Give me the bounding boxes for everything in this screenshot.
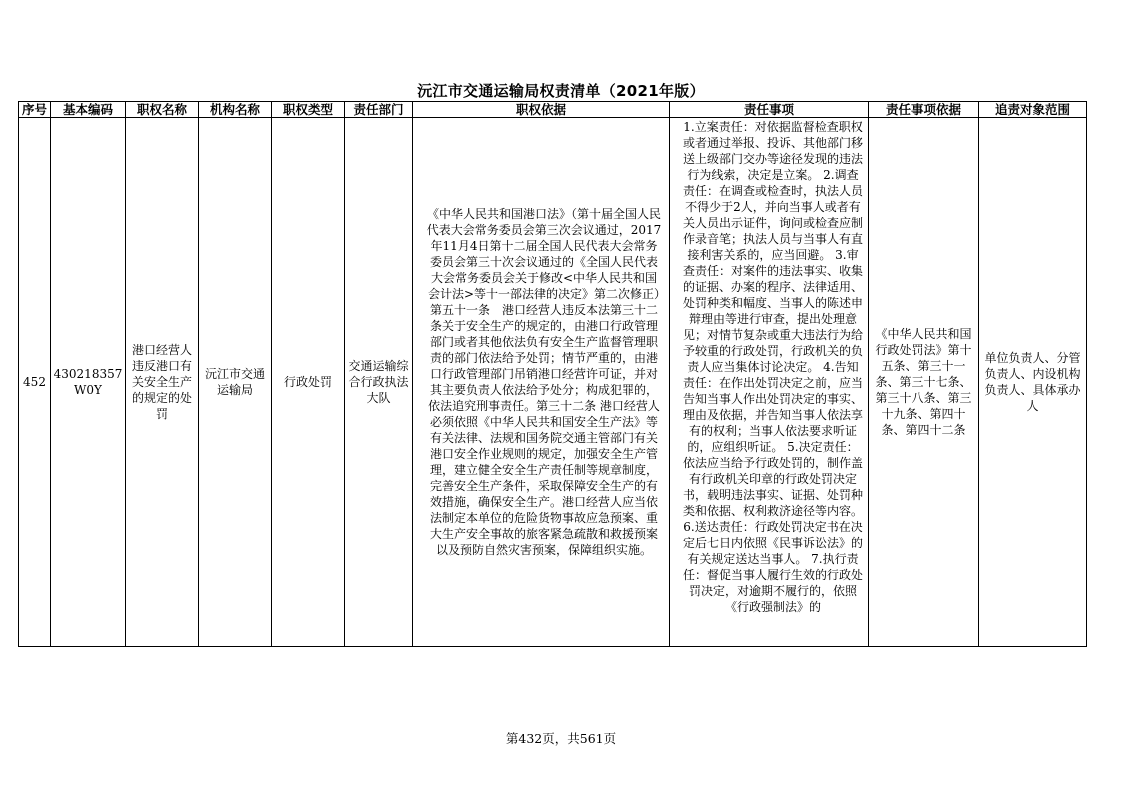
cell-agency <box>199 118 272 647</box>
cell-power-type <box>272 118 345 647</box>
accountability-text: 单位负责人、分管负责人、内设机构负责人、具体承办人 <box>984 351 1081 413</box>
power-list-table <box>18 101 1087 647</box>
cell-code <box>51 118 126 647</box>
header-duties: 责任事项 <box>670 102 869 118</box>
basis-text: 《中华人民共和国港口法》（第十届全国人民代表大会常务委员会第三次会议通过，2017年11月4日第十二届全国人民代表大会常务委员会第三十次会议通过的《全国人民代表大会常务委员会关于修改<中华人民共和国会计法>等十一部法律的决定》第二次修正）第五十一条 港口经营人违反本法第三十二条关于安全生产的规定的，由港口行政管理部门或者其他依法负有安全生产监督管理职责的部门依法给予处罚；情节严重的，由港口行政管理部门吊销港口经营许可证，并对其主要负责人依法给予处分；构成犯罪的，依法追究刑事责任。第三十二条 港口经营人必须依照《中华人民共和国安全生产法》等有关法律、法规和国务院交通主管部门有关港口安全作业规则的规定，加强安全生产管理，建立健全安全生产责任制等规章制度，完善安全生产条件，采取保障安全生产的有效措施，确保安全生产。港口经营人应当依法制定本单位的危险货物事故应急预案、重大生产安全事故的旅客紧急疏散和救援预案以及预防自然灾害预案，保障组织实施。 <box>426 207 662 557</box>
header-row <box>19 102 1087 118</box>
header-basis: 职权依据 <box>413 102 670 118</box>
seq-text: 452 <box>23 375 46 389</box>
duty-basis-text: 《中华人民共和国行政处罚法》第十五条、第三十一条、第三十七条、第三十八条、第三十九条、第四十条、第四十二条 <box>875 327 972 437</box>
department-text: 交通运输综合行政执法大队 <box>348 359 409 405</box>
document-title: 沅江市交通运输局权责清单（2021年版） <box>417 82 705 100</box>
cell-department <box>345 118 413 647</box>
duties-text: 1.立案责任：对依据监督检查职权或者通过举报、投诉、其他部门移送上级部门交办等途径发现的违法行为线索，决定是立案。 2.调查责任：在调查或检查时，执法人员不得少于2人，并向当事人或者有关人员出示证件，询问或检查应制作录音笔；执法人员与当事人有直接利害关系的，应当回避。 3.审查责任：对案件的违法事实、收集的证据、办案的程序、法律适用、处罚种类和幅度、当事人的陈述申辩理由等进行审查，提出处理意见；对情节复杂或重大违法行为给予较重的行政处罚，行政机关的负责人应当集体讨论决定。 4.告知责任：在作出处罚决定之前，应当告知当事人作出处罚决定的事实、理由及依据，并告知当事人依法享有的权利；当事人依法要求听证的，应组织听证。 5.决定责任：依法应当给予行政处罚的，制作盖有行政机关印章的行政处罚决定书，载明违法事实、证据、处罚种类和依据、权利救济途径等内容。 6.送达责任：行政处罚决定书在决定后七日内依照《民事诉讼法》的有关规定送达当事人。 7.执行责任：督促当事人履行生效的行政处罚决定，对逾期不履行的，依照《行政强制法》的 <box>682 120 863 614</box>
table-row <box>19 118 1087 647</box>
header-seq: 序号 <box>19 102 51 118</box>
header-agency: 机构名称 <box>199 102 272 118</box>
page-footer: 第432页，共561页 <box>505 731 617 746</box>
cell-duties <box>670 118 869 647</box>
header-accountability: 追责对象范围 <box>979 102 1087 118</box>
cell-basis <box>413 118 670 647</box>
header-department: 责任部门 <box>345 102 413 118</box>
code-text: 430218357W0Y <box>53 367 123 397</box>
cell-power-name <box>126 118 199 647</box>
power-name-text: 港口经营人违反港口有关安全生产的规定的处罚 <box>131 343 192 421</box>
cell-accountability <box>979 118 1087 647</box>
header-power-name: 职权名称 <box>126 102 199 118</box>
agency-text: 沅江市交通运输局 <box>204 367 265 397</box>
header-power-type: 职权类型 <box>272 102 345 118</box>
cell-duty-basis <box>869 118 979 647</box>
header-duty-basis: 责任事项依据 <box>869 102 979 118</box>
cell-seq <box>19 118 51 647</box>
header-code: 基本编码 <box>51 102 126 118</box>
power-type-text: 行政处罚 <box>283 375 332 389</box>
